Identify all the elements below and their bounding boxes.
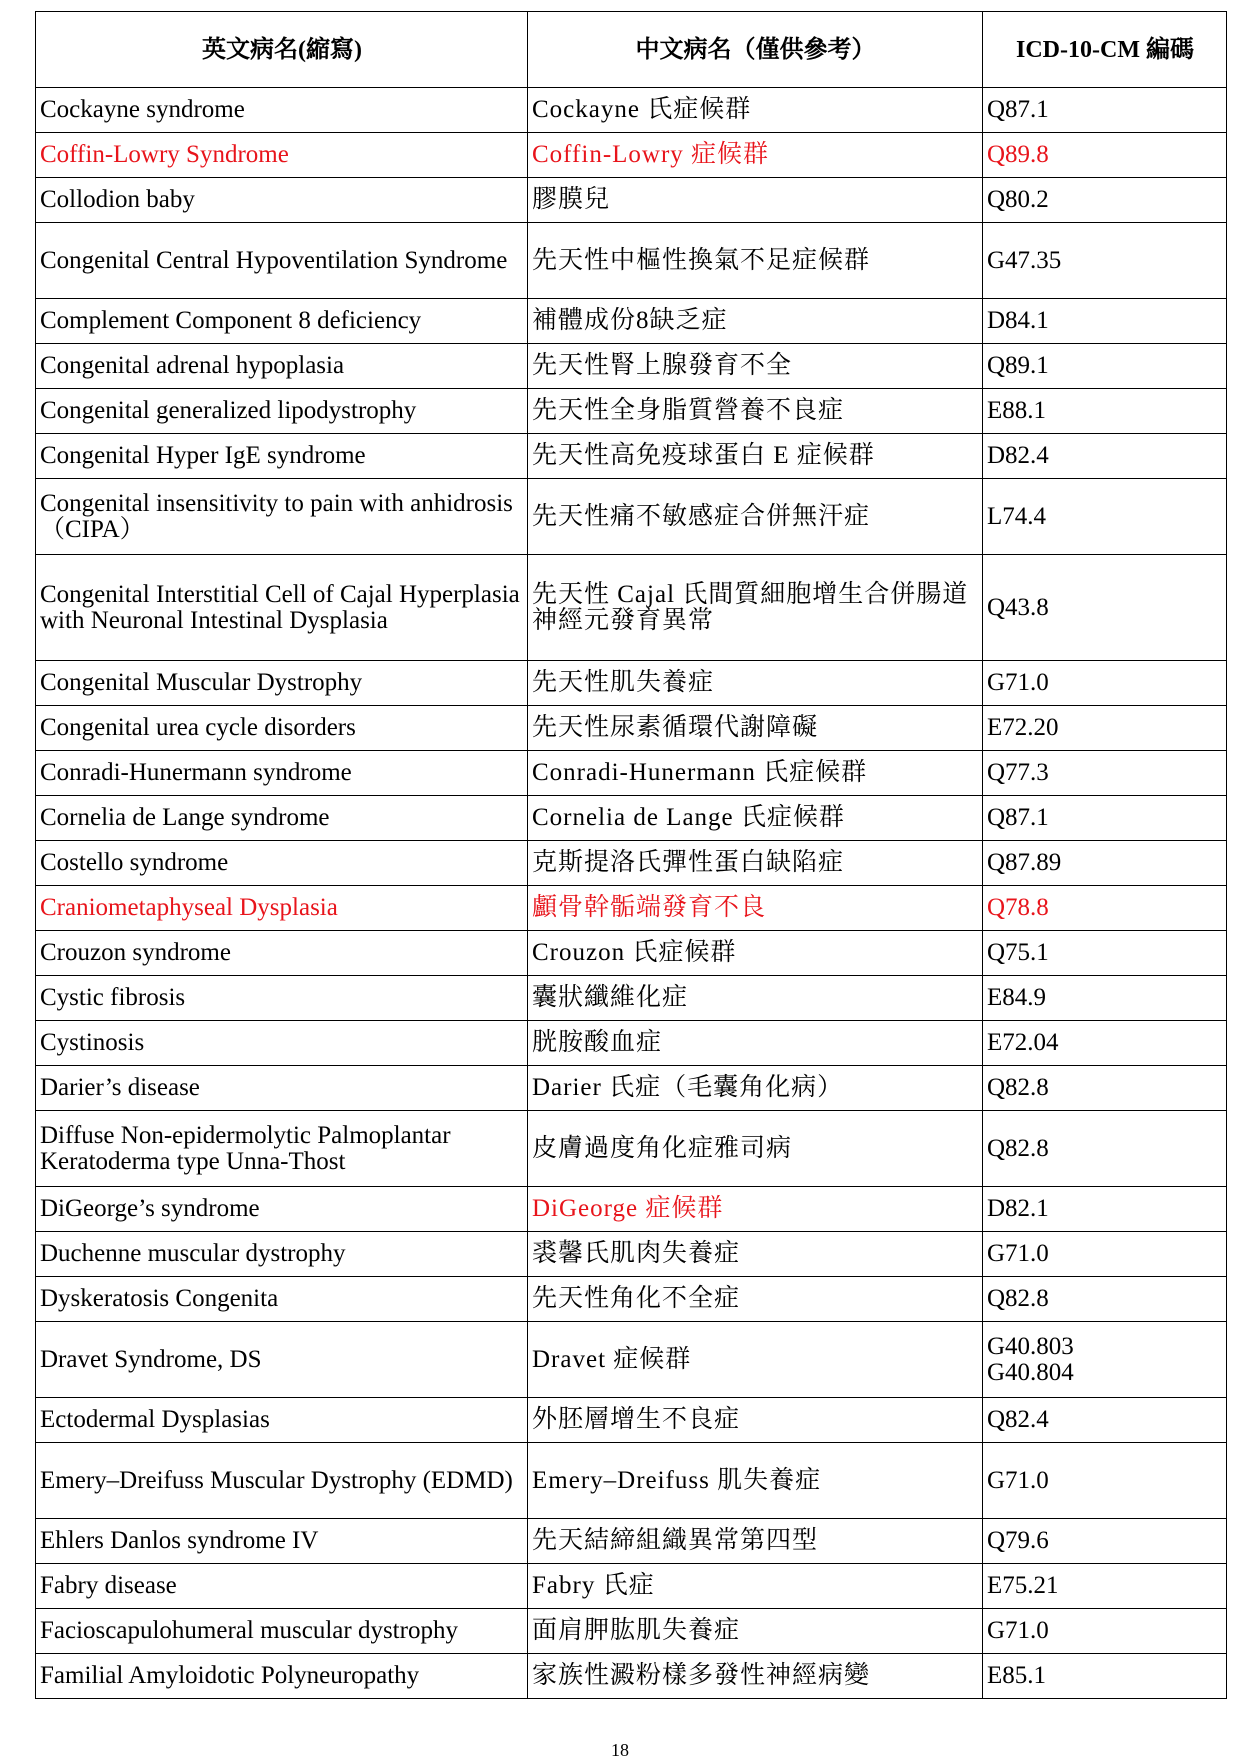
chinese-name-cell: Coffin-Lowry 症候群 bbox=[528, 133, 983, 178]
header-chinese-name: 中文病名（僅供參考） bbox=[528, 12, 983, 88]
icd-code: Q87.1 bbox=[987, 804, 1049, 831]
chinese-name-cell: Cockayne 氏症候群 bbox=[528, 88, 983, 133]
table-row bbox=[36, 751, 1227, 796]
icd-code-cell bbox=[983, 389, 1227, 434]
chinese-name-cell: 先天性全身脂質營養不良症 bbox=[528, 389, 983, 434]
icd-code-cell bbox=[983, 1654, 1227, 1699]
table-row bbox=[36, 931, 1227, 976]
icd-code: E85.1 bbox=[987, 1662, 1047, 1689]
icd-code: Q82.8 bbox=[987, 1074, 1049, 1101]
chinese-name-cell: 膠膜兒 bbox=[528, 178, 983, 223]
table-row bbox=[36, 555, 1227, 661]
table-row bbox=[36, 434, 1227, 479]
icd-code: Q75.1 bbox=[987, 939, 1049, 966]
english-name-cell: Complement Component 8 deficiency bbox=[36, 299, 528, 344]
icd-code-cell bbox=[983, 434, 1227, 479]
table-row bbox=[36, 796, 1227, 841]
icd-code: G71.0 bbox=[987, 1466, 1049, 1494]
chinese-name-cell: 先天性中樞性換氣不足症候群 bbox=[528, 223, 983, 299]
table-row bbox=[36, 1021, 1227, 1066]
icd-code: Q78.8 bbox=[987, 894, 1049, 921]
chinese-name-cell: 外胚層增生不良症 bbox=[528, 1398, 983, 1443]
icd-code: Q43.8 bbox=[987, 593, 1049, 621]
english-name-cell: Facioscapulohumeral muscular dystrophy bbox=[36, 1609, 528, 1654]
icd-code-cell bbox=[983, 1232, 1227, 1277]
disease-code-table bbox=[35, 11, 1227, 1699]
english-name-cell: Congenital Muscular Dystrophy bbox=[36, 661, 528, 706]
icd-code-cell bbox=[983, 931, 1227, 976]
chinese-name-cell: 裘馨氏肌肉失養症 bbox=[528, 1232, 983, 1277]
icd-code: Q80.2 bbox=[987, 186, 1049, 213]
icd-code: E72.20 bbox=[987, 714, 1059, 741]
table-header bbox=[36, 12, 1227, 88]
icd-code-cell bbox=[983, 1187, 1227, 1232]
table-row bbox=[36, 1654, 1227, 1699]
icd-code-cell bbox=[983, 299, 1227, 344]
icd-code-cell bbox=[983, 223, 1227, 299]
icd-code: D84.1 bbox=[987, 307, 1049, 334]
english-name-cell: Congenital Interstitial Cell of Cajal Hyperplasia with Neuronal Intestinal Dysplasia bbox=[36, 555, 528, 661]
chinese-name-cell: 家族性澱粉樣多發性神經病變 bbox=[528, 1654, 983, 1699]
icd-code: E75.21 bbox=[987, 1572, 1059, 1599]
table-row bbox=[36, 1564, 1227, 1609]
table-row bbox=[36, 1066, 1227, 1111]
english-name-cell: Emery–Dreifuss Muscular Dystrophy (EDMD) bbox=[36, 1443, 528, 1519]
table-row bbox=[36, 841, 1227, 886]
icd-code: E84.9 bbox=[987, 984, 1047, 1011]
table-row bbox=[36, 223, 1227, 299]
chinese-name-cell: 胱胺酸血症 bbox=[528, 1021, 983, 1066]
chinese-name-cell: DiGeorge 症候群 bbox=[528, 1187, 983, 1232]
icd-code-cell bbox=[983, 886, 1227, 931]
chinese-name-cell: 先天性高免疫球蛋白 E 症候群 bbox=[528, 434, 983, 479]
chinese-name-cell: 先天性 Cajal 氏間質細胞增生合併腸道神經元發育異常 bbox=[528, 555, 983, 661]
icd-code: D82.1 bbox=[987, 1195, 1049, 1222]
icd-code-cell bbox=[983, 1021, 1227, 1066]
chinese-name-cell: 皮膚過度角化症雅司病 bbox=[528, 1111, 983, 1187]
table-row bbox=[36, 1322, 1227, 1398]
table-row bbox=[36, 88, 1227, 133]
icd-code-cell bbox=[983, 88, 1227, 133]
english-name-cell: Congenital adrenal hypoplasia bbox=[36, 344, 528, 389]
chinese-name-cell: Conradi-Hunermann 氏症候群 bbox=[528, 751, 983, 796]
icd-code-cell bbox=[983, 751, 1227, 796]
icd-code: Q82.8 bbox=[987, 1134, 1049, 1162]
table-row bbox=[36, 133, 1227, 178]
table-row bbox=[36, 706, 1227, 751]
english-name-cell: Coffin-Lowry Syndrome bbox=[36, 133, 528, 178]
icd-code: G40.804 bbox=[987, 1358, 1074, 1386]
icd-code-cell bbox=[983, 1111, 1227, 1187]
english-name-cell: Congenital urea cycle disorders bbox=[36, 706, 528, 751]
english-name-cell: Congenital insensitivity to pain with anhidrosis（CIPA） bbox=[36, 479, 528, 555]
table-row bbox=[36, 178, 1227, 223]
english-name-cell: Dravet Syndrome, DS bbox=[36, 1322, 528, 1398]
table-row bbox=[36, 1519, 1227, 1564]
chinese-name-cell: 克斯提洛氏彈性蛋白缺陷症 bbox=[528, 841, 983, 886]
english-name-cell: Costello syndrome bbox=[36, 841, 528, 886]
chinese-name-cell: Fabry 氏症 bbox=[528, 1564, 983, 1609]
english-name-cell: Cornelia de Lange syndrome bbox=[36, 796, 528, 841]
table-row bbox=[36, 1609, 1227, 1654]
table-row bbox=[36, 479, 1227, 555]
chinese-name-cell: 面肩胛肱肌失養症 bbox=[528, 1609, 983, 1654]
icd-code-cell bbox=[983, 1277, 1227, 1322]
icd-code-cell bbox=[983, 1322, 1227, 1398]
icd-code: G40.803 bbox=[987, 1332, 1074, 1360]
english-name-cell: Ehlers Danlos syndrome IV bbox=[36, 1519, 528, 1564]
icd-code-cell bbox=[983, 1519, 1227, 1564]
header-row bbox=[36, 12, 1227, 88]
icd-code-cell bbox=[983, 1443, 1227, 1519]
icd-code: Q87.89 bbox=[987, 849, 1062, 876]
english-name-cell: Duchenne muscular dystrophy bbox=[36, 1232, 528, 1277]
icd-code: Q77.3 bbox=[987, 759, 1049, 786]
english-name-cell: Collodion baby bbox=[36, 178, 528, 223]
english-name-cell: Congenital generalized lipodystrophy bbox=[36, 389, 528, 434]
table-row bbox=[36, 1398, 1227, 1443]
table-row bbox=[36, 661, 1227, 706]
header-english-name: 英文病名(縮寫) bbox=[36, 12, 528, 88]
icd-code: E88.1 bbox=[987, 397, 1047, 424]
header-icd-code: ICD-10-CM 編碼 bbox=[983, 12, 1227, 88]
icd-code: G71.0 bbox=[987, 1617, 1049, 1644]
chinese-name-cell: 先天結締組織異常第四型 bbox=[528, 1519, 983, 1564]
icd-code-cell bbox=[983, 479, 1227, 555]
table-row bbox=[36, 886, 1227, 931]
english-name-cell: Crouzon syndrome bbox=[36, 931, 528, 976]
icd-code: Q82.4 bbox=[987, 1406, 1049, 1433]
table-row bbox=[36, 1443, 1227, 1519]
english-name-cell: Congenital Central Hypoventilation Syndrome bbox=[36, 223, 528, 299]
icd-code: Q89.1 bbox=[987, 352, 1049, 379]
icd-code-cell bbox=[983, 1564, 1227, 1609]
icd-code: Q89.8 bbox=[987, 141, 1049, 168]
icd-code-cell bbox=[983, 1398, 1227, 1443]
icd-code: G71.0 bbox=[987, 669, 1049, 696]
english-name-cell: Diffuse Non-epidermolytic Palmoplantar Keratoderma type Unna-Thost bbox=[36, 1111, 528, 1187]
chinese-name-cell: 先天性肌失養症 bbox=[528, 661, 983, 706]
chinese-name-cell: Emery–Dreifuss 肌失養症 bbox=[528, 1443, 983, 1519]
chinese-name-cell: 補體成份8缺乏症 bbox=[528, 299, 983, 344]
table-row bbox=[36, 1111, 1227, 1187]
icd-code: L74.4 bbox=[987, 502, 1047, 530]
icd-code: G47.35 bbox=[987, 246, 1062, 274]
chinese-name-cell: Cornelia de Lange 氏症候群 bbox=[528, 796, 983, 841]
chinese-name-cell: 囊狀纖維化症 bbox=[528, 976, 983, 1021]
chinese-name-cell: 先天性尿素循環代謝障礙 bbox=[528, 706, 983, 751]
english-name-cell: Craniometaphyseal Dysplasia bbox=[36, 886, 528, 931]
icd-code-cell bbox=[983, 706, 1227, 751]
table-body bbox=[36, 88, 1227, 1699]
english-name-cell: Familial Amyloidotic Polyneuropathy bbox=[36, 1654, 528, 1699]
table-row bbox=[36, 1232, 1227, 1277]
chinese-name-cell: Crouzon 氏症候群 bbox=[528, 931, 983, 976]
icd-code-cell bbox=[983, 976, 1227, 1021]
english-name-cell: Cockayne syndrome bbox=[36, 88, 528, 133]
english-name-cell: DiGeorge’s syndrome bbox=[36, 1187, 528, 1232]
english-name-cell: Ectodermal Dysplasias bbox=[36, 1398, 528, 1443]
icd-code-cell bbox=[983, 344, 1227, 389]
icd-code-cell bbox=[983, 178, 1227, 223]
icd-code-cell bbox=[983, 841, 1227, 886]
chinese-name-cell: 先天性痛不敏感症合併無汗症 bbox=[528, 479, 983, 555]
table-row bbox=[36, 389, 1227, 434]
icd-code-cell bbox=[983, 796, 1227, 841]
english-name-cell: Cystic fibrosis bbox=[36, 976, 528, 1021]
english-name-cell: Cystinosis bbox=[36, 1021, 528, 1066]
english-name-cell: Dyskeratosis Congenita bbox=[36, 1277, 528, 1322]
page-number: 18 bbox=[611, 1740, 629, 1760]
icd-code-cell bbox=[983, 1609, 1227, 1654]
chinese-name-cell: 先天性角化不全症 bbox=[528, 1277, 983, 1322]
chinese-name-cell: 顱骨幹骺端發育不良 bbox=[528, 886, 983, 931]
icd-code-cell bbox=[983, 661, 1227, 706]
table-row bbox=[36, 1277, 1227, 1322]
table-row bbox=[36, 299, 1227, 344]
icd-code: Q82.8 bbox=[987, 1285, 1049, 1312]
table-row bbox=[36, 1187, 1227, 1232]
english-name-cell: Darier’s disease bbox=[36, 1066, 528, 1111]
chinese-name-cell: Darier 氏症（毛囊角化病） bbox=[528, 1066, 983, 1111]
icd-code: Q87.1 bbox=[987, 96, 1049, 123]
icd-code: G71.0 bbox=[987, 1240, 1049, 1267]
english-name-cell: Fabry disease bbox=[36, 1564, 528, 1609]
english-name-cell: Congenital Hyper IgE syndrome bbox=[36, 434, 528, 479]
icd-code: Q79.6 bbox=[987, 1527, 1049, 1554]
icd-code-cell bbox=[983, 1066, 1227, 1111]
icd-code: D82.4 bbox=[987, 442, 1049, 469]
table-row bbox=[36, 976, 1227, 1021]
table-row bbox=[36, 344, 1227, 389]
chinese-name-cell: Dravet 症候群 bbox=[528, 1322, 983, 1398]
icd-code-cell bbox=[983, 555, 1227, 661]
english-name-cell: Conradi-Hunermann syndrome bbox=[36, 751, 528, 796]
icd-code-cell bbox=[983, 133, 1227, 178]
icd-code: E72.04 bbox=[987, 1029, 1059, 1056]
chinese-name-cell: 先天性腎上腺發育不全 bbox=[528, 344, 983, 389]
